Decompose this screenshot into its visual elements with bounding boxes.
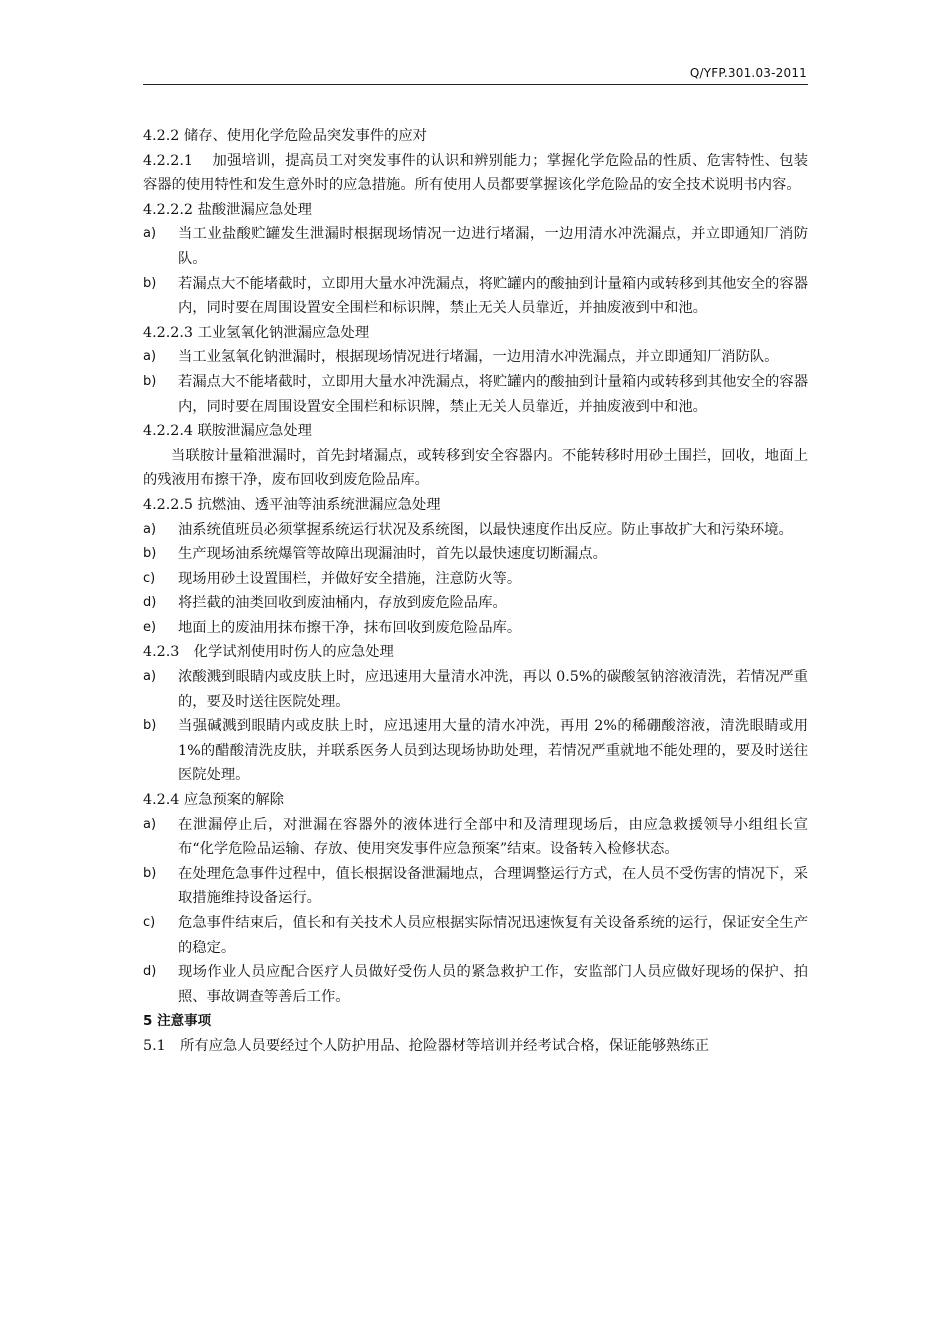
paragraph-5-1: 5.1 所有应急人员要经过个人防护用品、抢险器材等培训并经考试合格，保证能够熟练正 — [143, 1037, 710, 1054]
list-item-text: 地面上的废油用抹布擦干净，抹布回收到废危险品库。 — [178, 619, 522, 636]
list-item — [143, 222, 808, 271]
document-code: Q/YFP.301.03-2011 — [689, 66, 807, 80]
list-marker: a) — [143, 521, 157, 537]
list-marker: d) — [143, 595, 157, 611]
list-item-text: 生产现场油系统爆管等故障出现漏油时，首先以最快速度切断漏点。 — [178, 546, 607, 563]
list-item — [143, 370, 808, 419]
list-item-text: 现场作业人员应配合医疗人员做好受伤人员的紧急救护工作，安监部门人员应做好现场的保护、拍照、事故调查等善后工作。 — [178, 964, 808, 1005]
list-item — [143, 665, 808, 714]
list-marker: b) — [143, 275, 157, 291]
list-item — [143, 862, 808, 911]
list-item — [143, 567, 808, 592]
list-item — [143, 591, 808, 616]
list-marker: b) — [143, 546, 157, 562]
list-item-text: 若漏点大不能堵截时，立即用大量水冲洗漏点，将贮罐内的酸抽到计量箱内或转移到其他安全的容器内，同时要在周围设置安全围栏和标识牌，禁止无关人员靠近，并抽废液到中和池。 — [178, 373, 808, 415]
list-marker: a) — [143, 669, 157, 685]
list-marker: a) — [143, 816, 157, 832]
list-marker: d) — [143, 964, 157, 980]
list-item-text: 现场用砂土设置围栏，并做好安全措施，注意防火等。 — [178, 570, 522, 587]
list-item-text: 在处理危急事件过程中，值长根据设备泄漏地点，合理调整运行方式，在人员不受伤害的情况下，采取措施维持设备运行。 — [178, 865, 808, 907]
list-item-text: 油系统值班员必须掌握系统运行状况及系统图，以最快速度作出反应。防止事故扩大和污染环境。 — [178, 521, 793, 538]
list-item — [143, 542, 808, 567]
list-marker: b) — [143, 718, 157, 734]
list-marker: c) — [143, 915, 156, 930]
section-heading-4-2-2: 4.2.2 储存、使用化学危险品突发事件的应对 — [143, 128, 427, 144]
list-item-text: 在泄漏停止后，对泄漏在容器外的液体进行全部中和及清理现场后，由应急救援领导小组组长宣布“化学危险品运输、存放、使用突发事件应急预案”结束。设备转入检修状态。 — [178, 816, 808, 858]
section-heading-4-2-4: 4.2.4 应急预案的解除 — [143, 792, 284, 809]
list-marker: a) — [143, 226, 157, 242]
list-item-text: 当工业氢氧化钠泄漏时，根据现场情况进行堵漏，一边用清水冲洗漏点，并立即通知厂消防队。 — [178, 349, 779, 366]
header-divider — [143, 84, 808, 85]
list-item-text: 浓酸溅到眼睛内或皮肤上时，应迅速用大量清水冲洗，再以 0.5%的碳酸氢钠溶液清洗，若情况严重的，要及时送往医院处理。 — [178, 669, 808, 710]
section-heading-5: 5 注意事项 — [143, 1013, 212, 1030]
list-item — [143, 272, 808, 321]
section-heading-4-2-2-5: 4.2.2.5 抗燃油、透平油等油系统泄漏应急处理 — [143, 496, 441, 513]
list-item — [143, 616, 808, 641]
list-marker: b) — [143, 865, 157, 881]
list-item — [143, 518, 808, 543]
list-item-text: 当强碱溅到眼睛内或皮肤上时，应迅速用大量的清水冲洗，再用 2%的稀硼酸溶液，清洗眼睛或用 1%的醋酸清洗皮肤，并联系医务人员到达现场协助处理，若情况严重就地不能处理的，要及时送往医院处理。 — [178, 718, 808, 784]
list-marker: b) — [143, 373, 157, 389]
list-item — [143, 813, 808, 862]
list-marker: e) — [143, 619, 157, 635]
list-item-text: 当工业盐酸贮罐发生泄漏时根据现场情况一边进行堵漏，一边用清水冲洗漏点，并立即通知厂消防队。 — [178, 226, 808, 267]
section-heading-4-2-2-2: 4.2.2.2 盐酸泄漏应急处理 — [143, 201, 312, 218]
list-item-text: 将拦截的油类回收到废油桶内，存放到废危险品库。 — [178, 595, 507, 612]
section-heading-4-2-2-3: 4.2.2.3 工业氢氧化钠泄漏应急处理 — [143, 324, 370, 341]
list-item — [143, 345, 808, 370]
paragraph-4-2-2-1: 4.2.2.1 加强培训，提高员工对突发事件的认识和辨别能力；掌握化学危险品的性质、危害特性、包装容器的使用特性和发生意外时的应急措施。所有使用人员都要掌握该化学危险品的安全技术说明书内容。 — [143, 152, 808, 194]
paragraph-4-2-2-4: 当联胺计量箱泄漏时，首先封堵漏点，或转移到安全容器内。不能转移时用砂土围拦，回收，地面上的残液用布擦干净，废布回收到废危险品库。 — [143, 447, 808, 489]
list-item-text: 若漏点大不能堵截时，立即用大量水冲洗漏点，将贮罐内的酸抽到计量箱内或转移到其他安全的容器内，同时要在周围设置安全围栏和标识牌，禁止无关人员靠近，并抽废液到中和池。 — [178, 275, 808, 317]
list-marker: c) — [143, 570, 156, 586]
list-item-text: 危急事件结束后，值长和有关技术人员应根据实际情况迅速恢复有关设备系统的运行，保证安全生产的稳定。 — [178, 915, 808, 956]
list-marker: a) — [143, 349, 157, 365]
document-body — [143, 124, 808, 1059]
list-item — [143, 714, 808, 788]
section-heading-4-2-3: 4.2.3 化学试剂使用时伤人的应急处理 — [143, 644, 394, 661]
list-item — [143, 960, 808, 1009]
section-heading-4-2-2-4: 4.2.2.4 联胺泄漏应急处理 — [143, 423, 312, 440]
list-item — [143, 911, 808, 960]
